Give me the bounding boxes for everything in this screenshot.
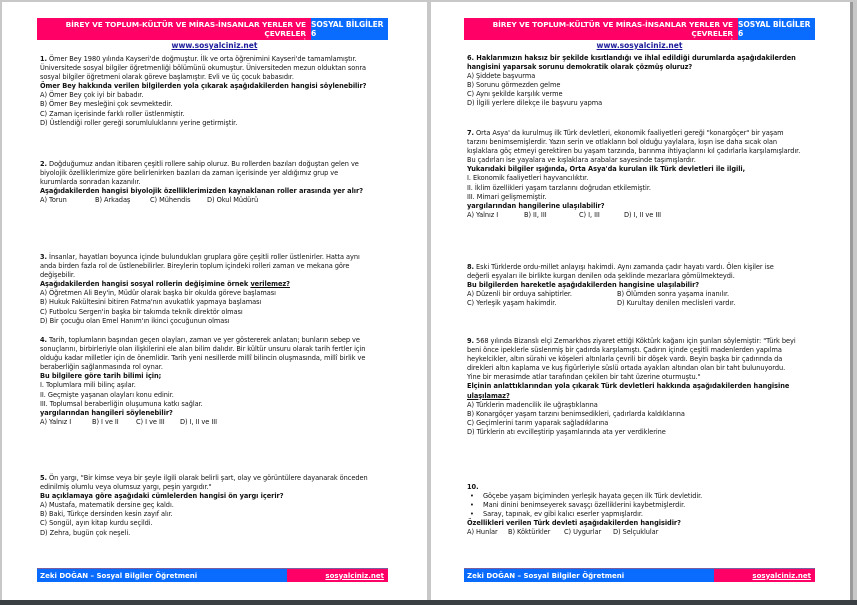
question-number: 8. — [467, 263, 474, 271]
taskbar-strip — [0, 600, 857, 605]
option-d: D) Türklerin atı evcilleştirip yaşamlarında ata yer verdiklerine — [467, 427, 666, 436]
stem-emphasis: verilemez? — [250, 280, 290, 289]
question-stem: Ömer Bey hakkında verilen bilgilerden yola çıkarak aşağıdakilerden hangisi söylenebilir? — [40, 82, 367, 91]
question-10 — [467, 483, 847, 538]
question-7 — [467, 129, 847, 220]
question-number: 2. — [40, 160, 47, 168]
question-text: edinilmiş olumlu veya olumsuz yargı, peşin yargıdır." — [40, 483, 212, 492]
question-stem: Bu açıklamaya göre aşağıdaki cümlelerden hangisi ön yargı içerir? — [40, 492, 284, 501]
bullet-text: Göçebe yaşam biçiminden yerleşik hayata geçen ilk Türk devletidir. — [483, 492, 703, 501]
option-d: D) Okul Müdürü — [207, 196, 259, 205]
question-text: Bu çadırları ise yayalara ve kışlaklara arabalar sayesinde taşımışlardır. — [467, 156, 696, 165]
option-c: C) Geçimlerini tarım yaparak sağladıklarına — [467, 418, 609, 427]
question-number: 10. — [467, 483, 479, 491]
question-stem: Bu bilgilere göre tarih bilimi için; — [40, 372, 162, 381]
question-text: Eski Türklerde ordu-millet anlayışı hakimdi. Aynı zamanda çadır hayatı vardı. Ölen kişiler ise — [476, 263, 774, 271]
statement-1: I. Ekonomik faaliyetleri hayvancılıktır. — [467, 174, 589, 183]
option-a: A) Mustafa, matematik dersine geç kaldı. — [40, 501, 174, 510]
question-1 — [40, 55, 420, 128]
header-title-line2: TARAMA TESTİ — [673, 38, 733, 47]
option-d: D) I, II ve III — [624, 210, 662, 219]
site-link[interactable]: www.sosyalciniz.net — [171, 41, 258, 50]
bullet-item — [467, 501, 847, 510]
page-2 — [431, 2, 853, 600]
question-text: beraberliğin sağlanmasında rol oynar. — [40, 363, 163, 372]
option-a: A) Ömer Bey çok iyi bir babadır. — [40, 91, 144, 100]
option-a: A) Türklerin madencilik ile uğraştıklarına — [467, 400, 598, 409]
option-b: B) I ve II — [92, 417, 119, 426]
option-b: B) Baki, Türkçe dersinden kesin zayıf alır. — [40, 510, 173, 519]
option-a: A) Yalnız I — [40, 417, 72, 426]
question-number: 5. — [40, 474, 47, 482]
option-c: C) Yerleşik yaşam hakimdir. — [467, 299, 557, 308]
question-number: 7. — [467, 129, 474, 137]
question-stem: Haklarımızın haksız bir şekilde kısıtlandığı ve ihlal edildiği durumlarda aşağıdakilerden — [476, 54, 796, 62]
option-b: B) Ölümden sonra yaşama inanılır. — [617, 290, 730, 299]
option-b: B) II, III — [524, 210, 547, 219]
option-c: C) Mühendis — [150, 196, 191, 205]
question-stem-2: yargılarından hangilerine ulaşılabilir? — [467, 201, 605, 210]
question-text: sosyal bilgiler öğretmeni olarak göreve başlamıştır. Evli ve üç çocuk babasıdır. — [40, 73, 294, 82]
question-8 — [467, 263, 847, 308]
question-stem-2: yargılarından hangileri söylenebilir? — [40, 408, 173, 417]
page-footer — [37, 568, 388, 582]
bullet-text: Saray, tapınak, ev gibi kalıcı eserler yapmışlardır. — [483, 510, 643, 519]
option-d: D) Bir çocuğu olan Emel Hanım'ın ikinci çocuğunun olması — [40, 316, 230, 325]
option-c: C) Futbolcu Sergen'in başka bir takımda teknik direktör olması — [40, 307, 243, 316]
option-b: B) Konargöçer yaşam tarzını benimsedikleri, çadırlarda kaldıklarına — [467, 409, 685, 418]
options-grid — [467, 290, 847, 308]
footer-site-link[interactable]: sosyalciniz.net — [287, 569, 388, 582]
bullet-icon: • — [470, 510, 474, 519]
question-6 — [467, 54, 847, 109]
question-text: Tarih, toplumların başından geçen olayları, zaman ve yer göstererek anlatan; bunların sebep ve — [49, 336, 360, 344]
question-9 — [467, 337, 847, 437]
option-a: A) Şiddete başvurma — [467, 72, 536, 81]
statement-3: III. Mimari gelişmemiştir. — [467, 192, 547, 201]
statement-3: III. Toplumsal beraberliğin oluşumuna katkı sağlar. — [40, 399, 203, 408]
question-text: Ön yargı, "Bir kimse veya bir şeyle ilgili olarak belirli şart, olay ve görüntülere dayanarak önceden — [49, 474, 368, 482]
page-footer — [464, 568, 815, 582]
option-c: C) Uygurlar — [564, 528, 602, 537]
question-text: kışlaklara göç etmeyi gerektiren bu yaşam tarzında, barınma ihtiyaçlarını kıl çadırlarla karşılamışlardır. — [467, 147, 801, 156]
question-text: Doğduğumuz andan itibaren çeşitli rollere sahip oluruz. Bu rollerden bazıları doğuştan gelen ve — [49, 160, 359, 168]
bullet-text: Mani dinini benimseyerek savaşçı özelliklerini kaybetmişlerdir. — [483, 501, 686, 510]
options-row — [467, 528, 847, 537]
question-text: Yine bir merasimde atlar tarafından çekilen bir taht üzerine oturmuştu." — [467, 373, 701, 382]
option-a: A) Torun — [40, 196, 67, 205]
site-link[interactable]: www.sosyalciniz.net — [596, 41, 683, 50]
option-d: D) Üstlendiği roller gereği sorumluluklarını yerine getirmiştir. — [40, 118, 238, 127]
question-number: 1. — [40, 55, 47, 63]
question-number: 3. — [40, 253, 47, 261]
header-title-line1: BİREY VE TOPLUM-KÜLTÜR VE MİRAS-İNSANLAR YERLER VE ÇEVRELER — [65, 20, 306, 38]
options-row — [40, 196, 420, 205]
question-text: Ömer Bey 1980 yılında Kayseri'de doğmuştur. İlk ve orta öğrenimini Kayseri'de tamamlamıştır. — [49, 55, 357, 63]
question-text: heykelcikler, altın sürahi ve köşeleri altınlarla çevrili bir döşek vardı. Beyin başka bir çadırında da — [467, 355, 783, 364]
option-d: D) I, II ve III — [180, 417, 218, 426]
question-5 — [40, 474, 420, 538]
question-number: 9. — [467, 337, 474, 345]
question-number: 6. — [467, 54, 474, 62]
question-stem: Yukarıdaki bilgiler ışığında, Orta Asya'da kurulan ilk Türk devletleri ile ilgili, — [467, 165, 746, 174]
option-a: A) Düzenli bir orduya sahiptirler. — [467, 290, 572, 299]
statement-2: II. Geçmişte yaşanan olayları konu edinir. — [40, 390, 174, 399]
question-stem — [40, 280, 420, 289]
statement-2: II. İklim özellikleri yaşam tarzlarını doğrudan etkilemiştir. — [467, 183, 651, 192]
bullet-icon: • — [470, 501, 474, 510]
question-stem: Bu bilgilerden hareketle aşağıdakilerden hangisine ulaşılabilir? — [467, 281, 700, 290]
option-d: D) Zehra, bugün çok neşeli. — [40, 528, 131, 537]
option-a: A) Yalnız I — [467, 210, 499, 219]
question-text: biyolojik özelliklerimize göre belirlenirken bazıları da zaman içerisinde yer aldığımız grup ve — [40, 169, 339, 178]
option-d: D) Selçuklular — [613, 528, 659, 537]
question-text: direkleri altın kaplama ve kuş figürleriyle süslü ortada ayakları altından olan bir taht bulunuyordu. — [467, 364, 786, 373]
question-stem: Aşağıdakilerden hangisi biyolojik özelliklerimizden kaynaklanan roller arasında yer alır? — [40, 187, 363, 196]
option-b: B) Köktürkler — [508, 528, 551, 537]
option-c: C) I, III — [579, 210, 600, 219]
option-c: C) Zaman içerisinde farklı roller üstlenmiştir. — [40, 109, 185, 118]
question-text: değerli eşyaları ile birlikte kurgan denilen oda şeklinde mezarlara gömülmekteydi. — [467, 272, 735, 281]
options-row — [40, 418, 420, 427]
header-subject: SOSYAL BİLGİLER 6 — [738, 18, 815, 40]
question-text: tarzını benimsemişlerdir. Yazın serin ve otlakların bol olduğu yaylalara, kışın ise daha sıcak olan — [467, 138, 777, 147]
option-c: C) Aynı şekilde karşılık verme — [467, 90, 563, 99]
stem-emphasis: ulaşılamaz? — [467, 391, 510, 400]
footer-site-link[interactable]: sosyalciniz.net — [714, 569, 815, 582]
question-text: değişebilir. — [40, 271, 76, 280]
question-stem: Elçinin anlattıklarından yola çıkarak Türk devletleri hakkında aşağıdakilerden hangisine — [467, 382, 790, 391]
option-b: B) Sorunu görmezden gelme — [467, 81, 561, 90]
option-d: D) İlgili yerlere dilekçe ile başvuru yapma — [467, 99, 603, 108]
stem-text: Aşağıdakilerden hangisi sosyal rollerin değişimine örnek — [40, 280, 251, 289]
question-stem: Özellikleri verilen Türk devleti aşağıdakilerden hangisidir? — [467, 519, 681, 528]
question-4 — [40, 336, 420, 427]
question-3 — [40, 253, 420, 326]
question-text: Üniversitede sosyal bilgiler öğretmenliği bölümünü okumuştur. Üniversiteden mezun olduktan sonra — [40, 64, 367, 73]
option-b: B) Hukuk Fakültesini bitiren Fatma'nın avukatlık yapmaya başlaması — [40, 298, 262, 307]
question-text: olduğu kadar milletler için de önemlidir. Tarih yeni nesillerde millî bilincin oluşmasında, millî birlik ve — [40, 354, 366, 363]
question-2 — [40, 160, 420, 205]
options-row — [467, 211, 847, 220]
question-text: sonuçlarını, birbirleriyle olan ilişkilerini ele alan bilim dalıdır. Bir kültür unsuru olarak tarih fertler için — [40, 345, 366, 354]
option-c: C) Songül, ayın kitap kurdu seçildi. — [40, 519, 153, 528]
question-text: beni önce ipeklerle süslenmiş bir çadırda karşılamıştı. Çadırın içinde çeşitli madenlerden yapılma — [467, 346, 782, 355]
bullet-icon: • — [470, 492, 474, 501]
footer-author: Zeki DOĞAN – Sosyal Bilgiler Öğretmeni — [37, 569, 287, 582]
question-text: anda birden fazla rol de üstlenebilirler. Bireylerin toplum içindeki rolleri zaman ve mekana göre — [40, 262, 350, 271]
header-title-line2: TARAMA TESTİ — [246, 38, 306, 47]
question-number: 4. — [40, 336, 47, 344]
header-title-line1: BİREY VE TOPLUM-KÜLTÜR VE MİRAS-İNSANLAR YERLER VE ÇEVRELER — [492, 20, 733, 38]
question-text: kurumlarda sonradan kazanılır. — [40, 178, 141, 187]
statement-1: I. Toplumlara mili bilinç aşılar. — [40, 381, 136, 390]
option-d: D) Kurultay denilen meclisleri vardır. — [617, 299, 736, 308]
footer-author: Zeki DOĞAN – Sosyal Bilgiler Öğretmeni — [464, 569, 714, 582]
bullet-item — [467, 510, 847, 519]
option-c: C) I ve III — [136, 417, 165, 426]
header-subject: SOSYAL BİLGİLER 6 — [311, 18, 388, 40]
question-text: 568 yılında Bizanslı elçi Zemarkhos ziyaret ettiği Köktürk kağanı için şunları söylemiştir: "Türk beyi — [476, 337, 796, 345]
option-a: A) Hunlar — [467, 528, 498, 537]
option-b: B) Ömer Bey mesleğini çok sevmektedir. — [40, 100, 173, 109]
question-text: İnsanlar, hayatları boyunca içinde bulundukları gruplara göre çeşitli roller üstlenirler. Hatta aynı — [49, 253, 360, 261]
page-1 — [2, 2, 427, 600]
option-a: A) Öğretmen Ali Bey'in, Müdür olarak başka bir okulda göreve başlaması — [40, 289, 276, 298]
option-b: B) Arkadaş — [95, 196, 131, 205]
question-stem: hangisini yaparsak sorunu demokratik olarak çözmüş oluruz? — [467, 63, 693, 72]
question-text: Orta Asya' da kurulmuş ilk Türk devletleri, ekonomik faaliyetleri gereği "konargöçer" bir yaşam — [476, 129, 784, 137]
bullet-item — [467, 492, 847, 501]
